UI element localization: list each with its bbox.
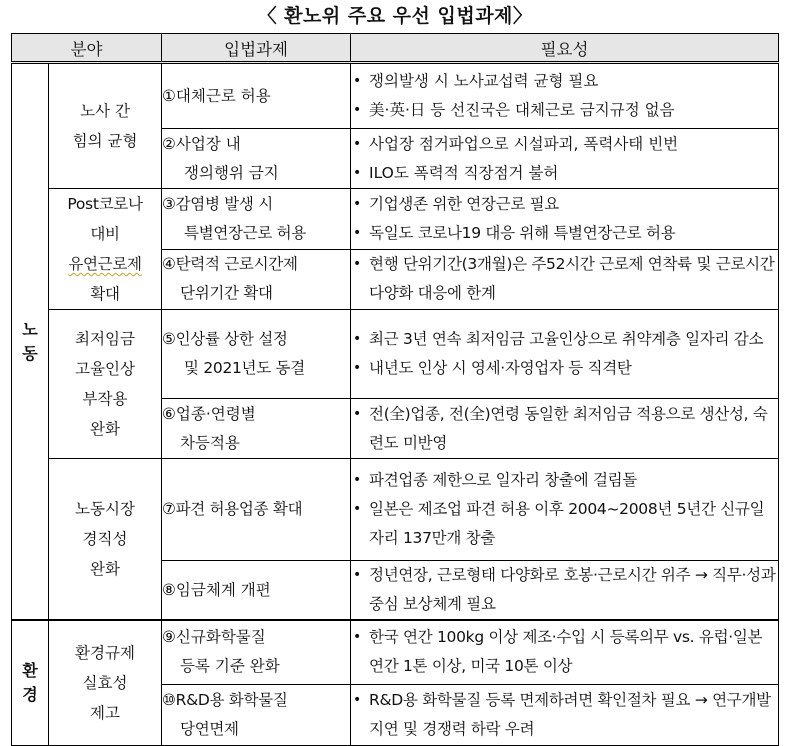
area-label-line: 최저임금 xyxy=(75,330,135,348)
need-cell xyxy=(351,561,779,621)
need-text: 사업장 점거파업으로 시설파괴, 폭력사태 빈번 xyxy=(369,134,679,153)
area-environment-regulation xyxy=(49,620,162,745)
area-label-line: 부작용 xyxy=(82,390,128,408)
need-cell xyxy=(351,310,779,399)
task-label-line: 등록 기준 완화 xyxy=(180,657,280,676)
document-title: 〈 환노위 주요 우선 입법과제〉 xyxy=(257,5,533,27)
area-label-line: 환경규제 xyxy=(75,643,135,662)
task-9 xyxy=(162,620,351,684)
area-minimum-wage xyxy=(49,310,162,459)
need-text: 쟁의발생 시 노사교섭력 균형 필요 xyxy=(369,72,599,90)
area-label-line: 완화 xyxy=(90,560,120,578)
need-item xyxy=(351,96,778,125)
task-1 xyxy=(162,63,351,129)
task-label-line: 차등적용 xyxy=(180,433,240,452)
legislative-tasks-table xyxy=(11,33,779,746)
area-label-line: 경직성 xyxy=(82,530,128,548)
task-label-line: ⑨신규화학물질 xyxy=(162,628,266,647)
task-4 xyxy=(162,249,351,310)
task-3 xyxy=(162,189,351,250)
task-label-line: 및 2021년도 동결 xyxy=(184,359,305,377)
need-text: 일본은 제조업 파견 허용 이후 2004~2008년 5년간 신규일자리 137만개 창출 xyxy=(369,500,765,547)
task-label-line: ⑧임금체계 개편 xyxy=(162,580,271,599)
task-label-line: 당연면제 xyxy=(180,719,239,738)
need-cell xyxy=(351,129,779,189)
need-text: 한국 연간 100kg 이상 제조·수입 시 등록의무 vs. 유럽·일본 연간 1톤 이상, 미국 10톤 이상 xyxy=(369,628,763,676)
task-5 xyxy=(162,310,351,399)
table-row xyxy=(12,63,779,129)
need-text: 美·英·日 등 선진국은 대체근로 금지규정 없음 xyxy=(369,101,675,119)
table-row xyxy=(12,310,779,399)
area-label-line: 고율인상 xyxy=(75,360,135,378)
need-text: 현행 단위기간(3개월)은 주52시간 근로제 연착륙 및 근로시간 다양화 대응에 한계 xyxy=(369,255,775,303)
area-label-line: 노사 간 xyxy=(80,102,130,120)
need-item xyxy=(351,623,778,681)
need-text: 정년연장, 근로형태 다양화로 호봉·근로시간 위주 → 직무·성과 중심 보상체계 필요 xyxy=(369,566,776,613)
area-label-line: 유연근로제 xyxy=(68,255,142,273)
task-label-line: ③감염병 발생 시 xyxy=(162,194,273,213)
area-post-corona xyxy=(49,189,162,310)
need-item xyxy=(351,466,778,495)
area-label-line: 확대 xyxy=(90,285,120,303)
need-cell xyxy=(351,63,779,129)
need-item xyxy=(351,495,778,553)
need-cell xyxy=(351,620,779,684)
need-text: ILO도 폭력적 직장점거 불허 xyxy=(369,163,559,182)
header-necessity: 필요성 xyxy=(351,34,779,63)
category-label: 노동 xyxy=(22,319,38,363)
area-label-line: 제고 xyxy=(90,703,120,722)
category-label: 환경 xyxy=(22,660,38,704)
task-label-line: ⑦파견 허용업종 확대 xyxy=(162,500,303,518)
task-8 xyxy=(162,561,351,621)
task-2 xyxy=(162,129,351,189)
need-item xyxy=(351,354,778,383)
need-cell xyxy=(351,459,779,561)
table-row xyxy=(12,620,779,684)
need-text: R&D용 화학물질 등록 면제하려면 확인절차 필요 → 연구개발 지연 및 경쟁력 하락 우려 xyxy=(369,690,771,738)
task-label-line: ⑤인상률 상한 설정 xyxy=(162,330,288,348)
task-label-line: ⑥업종·연령별 xyxy=(162,404,256,423)
need-cell xyxy=(351,684,779,745)
area-label-line: 노동시장 xyxy=(75,500,135,518)
area-labor-market xyxy=(49,459,162,621)
need-text: 내년도 인상 시 영세·자영업자 등 직격탄 xyxy=(369,359,632,377)
area-label-line: 힘의 균형 xyxy=(72,132,138,150)
area-labor-balance xyxy=(49,63,162,189)
area-label-line: 대비 xyxy=(90,225,120,243)
header-field: 분야 xyxy=(12,34,162,63)
need-item xyxy=(351,400,778,458)
header-legislative-task: 입법과제 xyxy=(162,34,351,63)
need-text: 전(全)업종, 전(全)연령 동일한 최저임금 적용으로 생산성, 숙련도 미반영 xyxy=(369,404,768,452)
need-item xyxy=(351,561,778,619)
need-item xyxy=(351,325,778,354)
task-label-line: ⑩R&D용 화학물질 xyxy=(162,690,288,709)
need-item xyxy=(351,250,778,308)
need-item xyxy=(351,130,778,159)
need-text: 독일도 코로나19 대응 위해 특별연장근로 허용 xyxy=(369,223,676,242)
task-6 xyxy=(162,399,351,459)
need-item xyxy=(351,159,778,188)
need-cell xyxy=(351,249,779,310)
table-row xyxy=(12,459,779,561)
need-cell xyxy=(351,399,779,459)
task-label-line: ②사업장 내 xyxy=(162,134,241,153)
area-label-line: 완화 xyxy=(90,420,120,438)
task-label-line: 쟁의행위 금지 xyxy=(184,163,279,182)
task-7 xyxy=(162,459,351,561)
need-text: 기업생존 위한 연장근로 필요 xyxy=(369,194,559,213)
need-text: 파견업종 제한으로 일자리 창출에 걸림돌 xyxy=(369,471,637,489)
task-label-line: ①대체근로 허용 xyxy=(162,86,271,105)
task-10 xyxy=(162,684,351,745)
need-cell xyxy=(351,189,779,250)
table-header-row xyxy=(12,34,779,63)
category-environment xyxy=(12,620,49,745)
need-item xyxy=(351,67,778,96)
task-label-line: 단위기간 확대 xyxy=(180,284,273,303)
area-label-line: Post코로나 xyxy=(67,195,143,213)
task-label-line: ④탄력적 근로시간제 xyxy=(162,255,298,274)
need-text: 최근 3년 연속 최저임금 고율인상으로 취약계층 일자리 감소 xyxy=(369,330,764,348)
area-label-line: 실효성 xyxy=(82,673,128,692)
category-labor xyxy=(12,63,49,621)
task-label-line: 특별연장근로 허용 xyxy=(184,223,307,242)
table-row xyxy=(12,189,779,250)
need-item xyxy=(351,190,778,219)
need-item xyxy=(351,219,778,248)
